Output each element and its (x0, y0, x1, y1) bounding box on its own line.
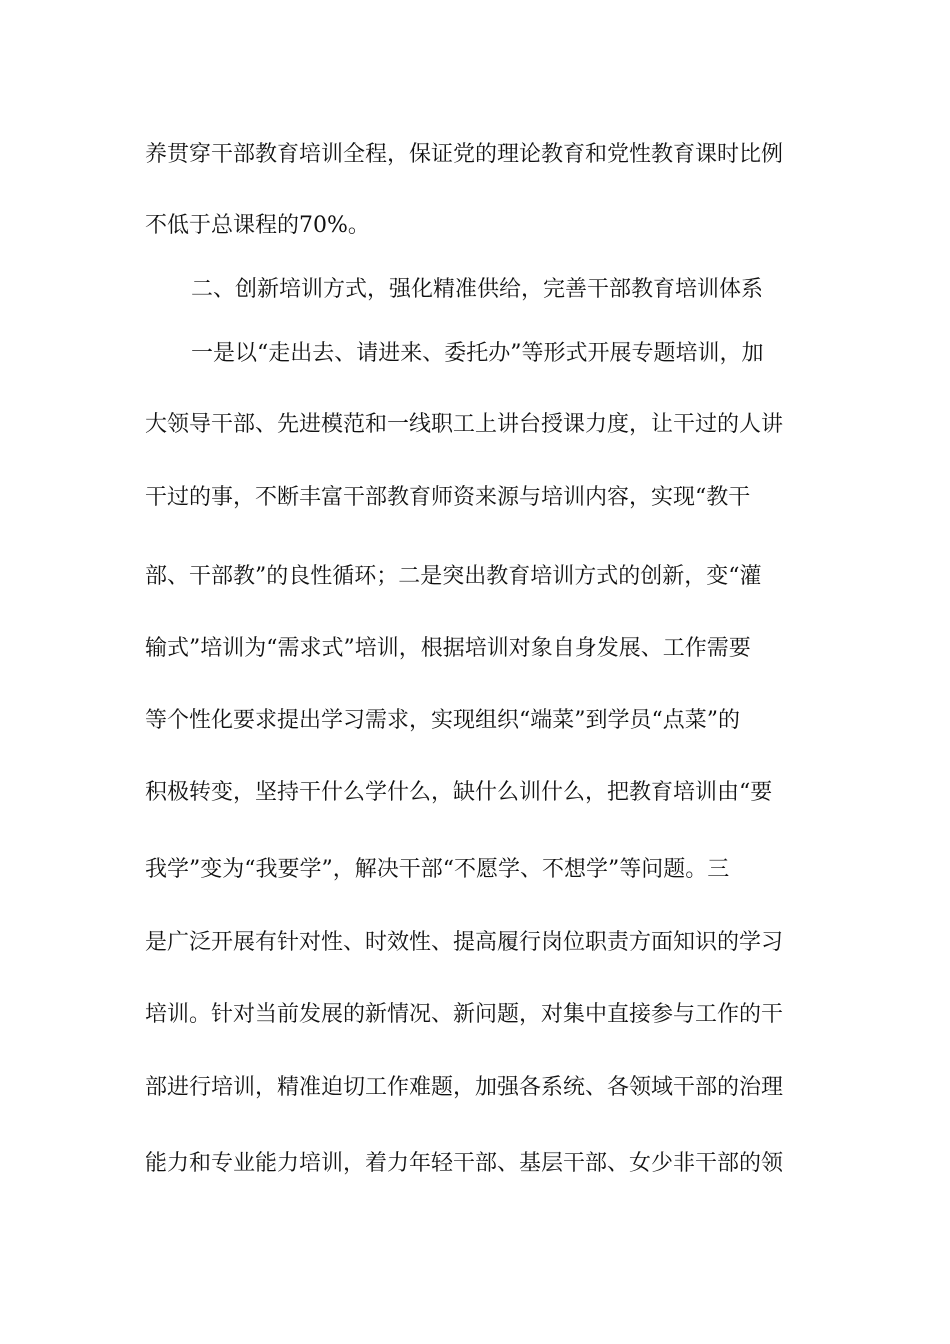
section-heading: 二、创新培训方式，强化精准供给，完善干部教育培训体系 (191, 277, 764, 302)
body-text-line: 我学”变为“我要学”，解决干部“不愿学、不想学”等问题。三 (145, 857, 730, 882)
body-text-line: 部、干部教”的良性循环；二是突出教育培训方式的创新，变“灌 (145, 564, 762, 589)
body-text-line: 培训。针对当前发展的新情况、新问题，对集中直接参与工作的干 (145, 1002, 784, 1027)
body-text-line: 是广泛开展有针对性、时效性、提高履行岗位职责方面知识的学习 (145, 930, 784, 955)
body-text-line: 等个性化要求提出学习需求，实现组织“端菜”到学员“点菜”的 (145, 708, 740, 733)
body-text-line: 能力和专业能力培训，着力年轻干部、基层干部、女少非干部的领 (145, 1151, 784, 1176)
body-text-line: 积极转变，坚持干什么学什么，缺什么训什么，把教育培训由“要 (145, 780, 773, 805)
body-text-line: 养贯穿干部教育培训全程，保证党的理论教育和党性教育课时比例 (145, 142, 784, 167)
body-text-line: 大领导干部、先进模范和一线职工上讲台授课力度，让干过的人讲 (145, 412, 784, 437)
body-text-line: 一是以“走出去、请进来、委托办”等形式开展专题培训，加 (191, 341, 764, 366)
body-text-line: 输式”培训为“需求式”培训，根据培训对象自身发展、工作需要 (145, 636, 751, 661)
body-text-line: 不低于总课程的70%。 (145, 213, 370, 238)
body-text-line: 干过的事，不断丰富干部教育师资来源与培训内容，实现“教干 (145, 485, 751, 510)
body-text-line: 部进行培训，精准迫切工作难题，加强各系统、各领域干部的治理 (145, 1075, 784, 1100)
